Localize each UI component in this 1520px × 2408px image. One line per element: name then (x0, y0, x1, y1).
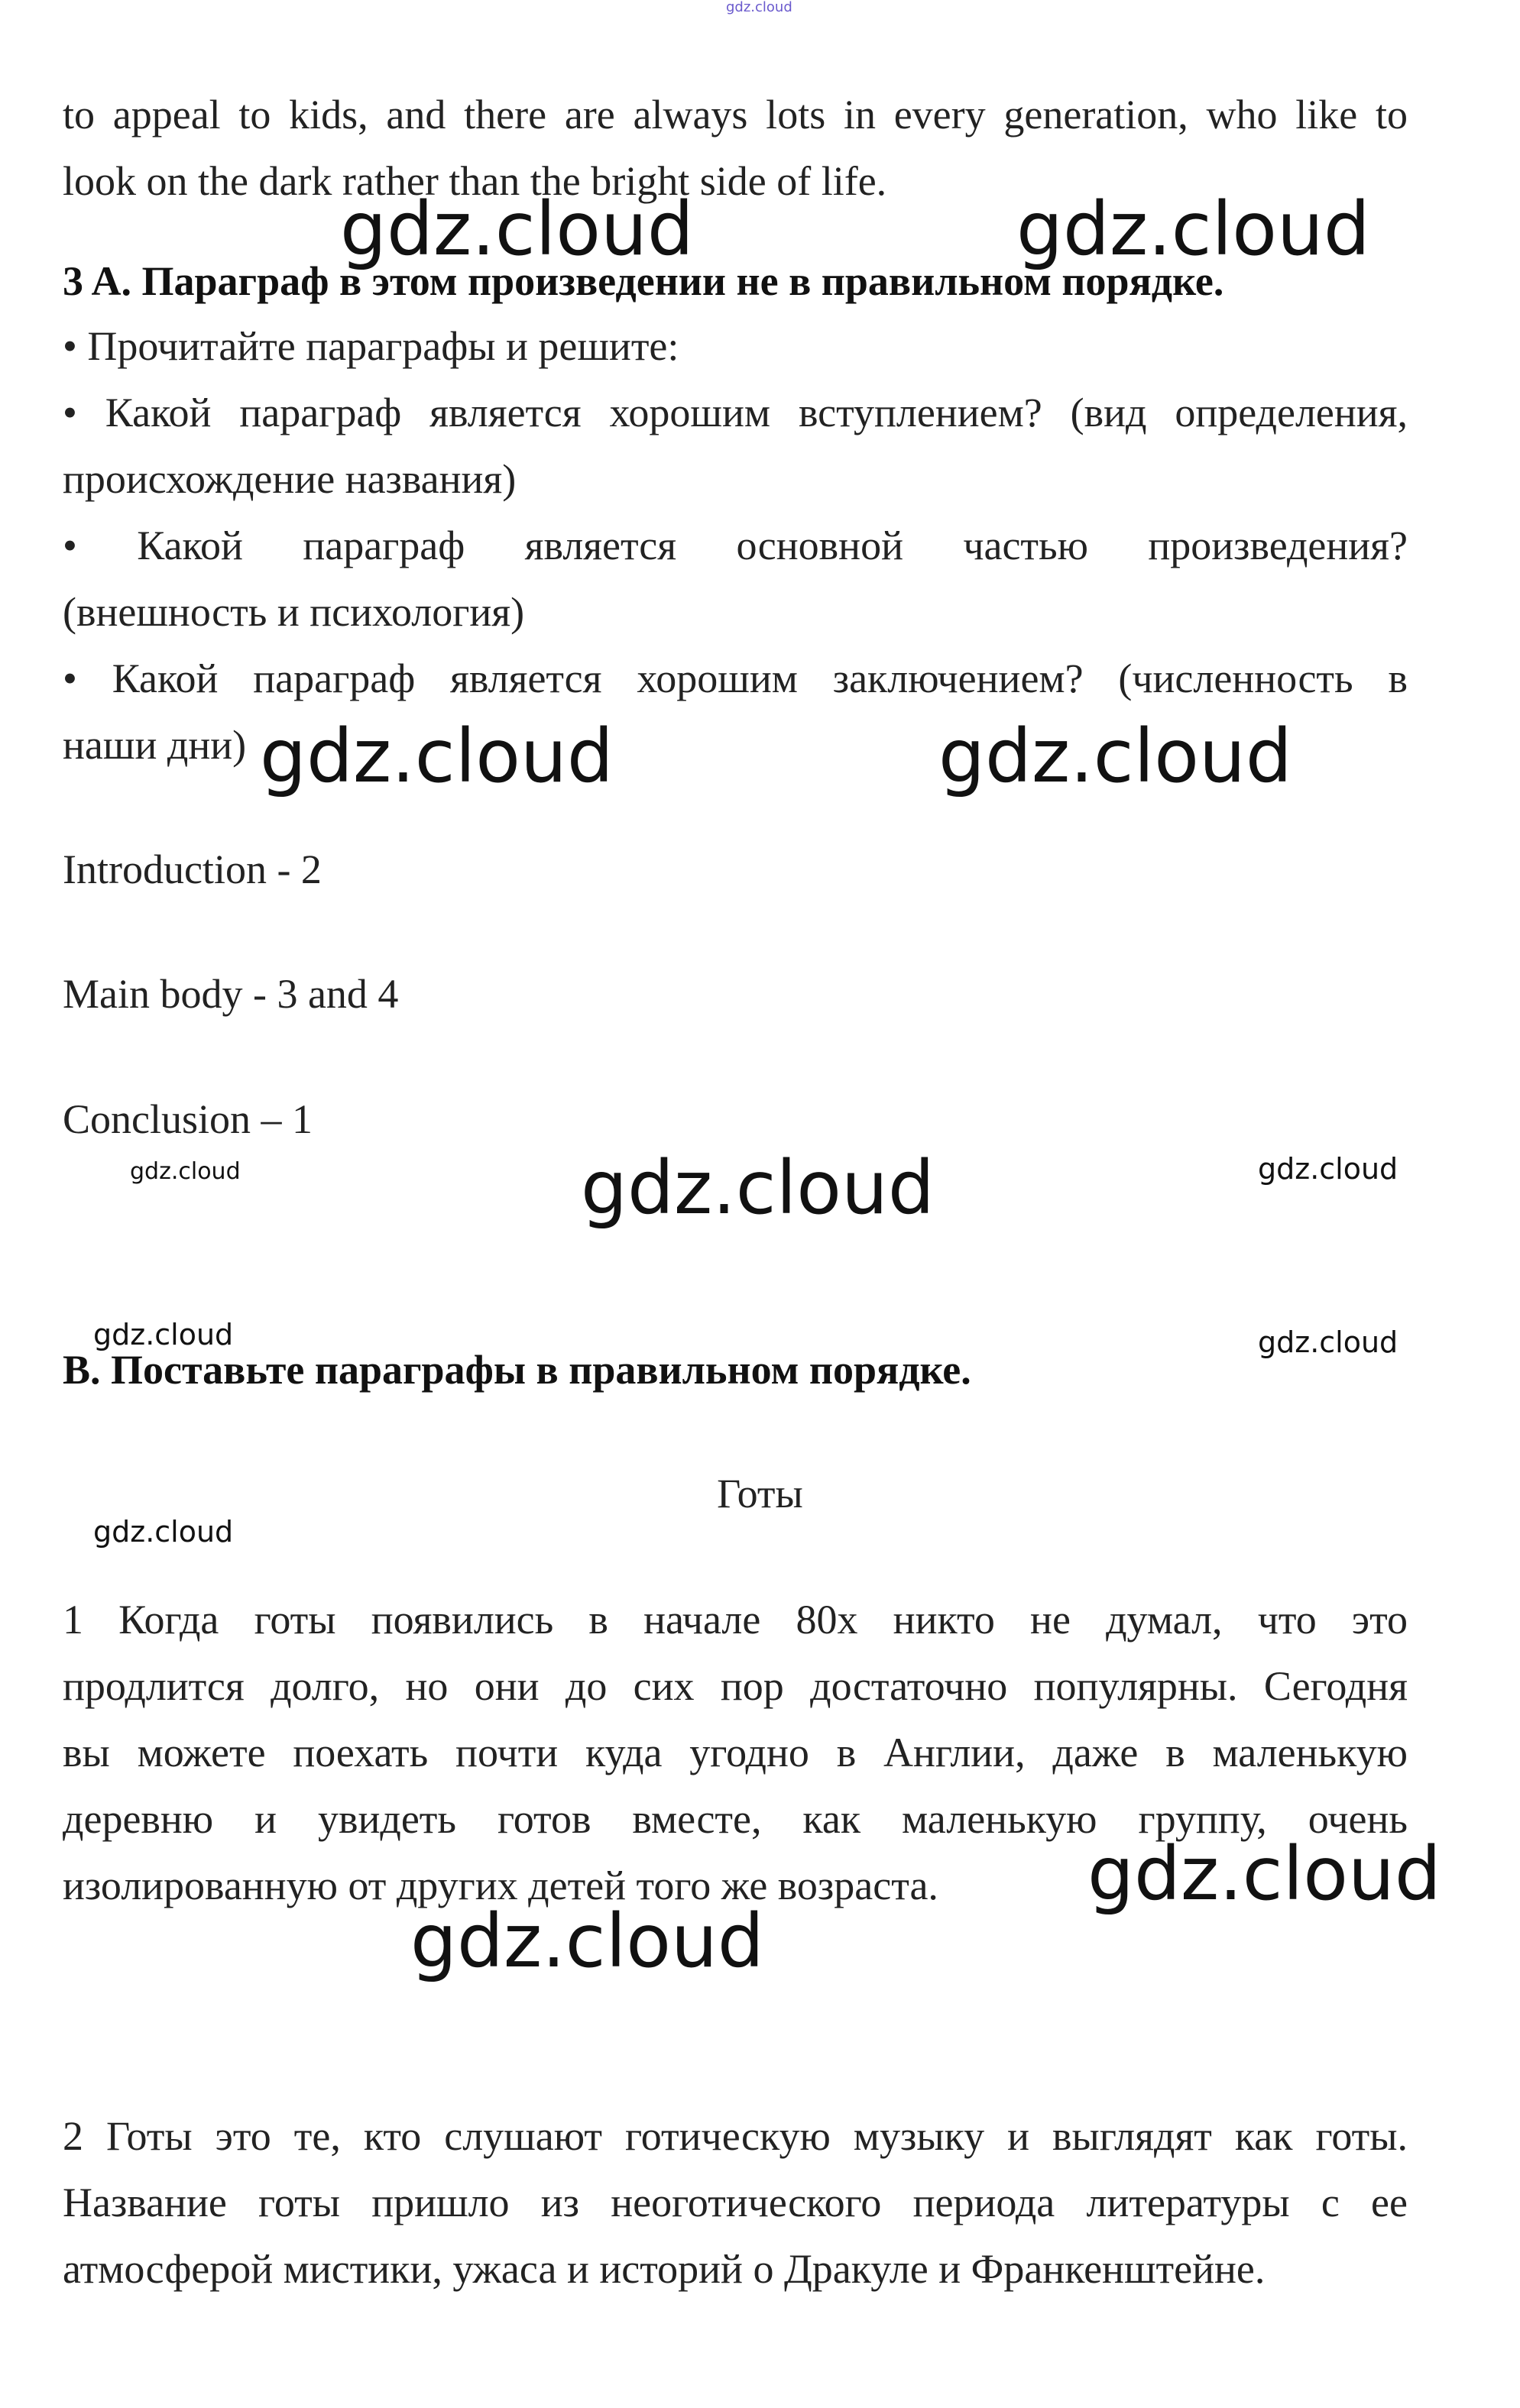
paragraph-1-line-4: деревню и увидеть готов вместе, как маленькую группу, очень (63, 1796, 1408, 1842)
watermark: gdz.cloud (1016, 186, 1370, 272)
task-3a-bullet-1: • Прочитайте параграфы и решите: (63, 323, 679, 369)
paragraph-2-line-1: 2 Готы это те, кто слушают готическую музыку и выглядят как готы. (63, 2113, 1408, 2159)
watermark: gdz.cloud (1258, 1152, 1398, 1186)
watermark: gdz.cloud (93, 1318, 234, 1351)
task-3a-bullet-3-line-2: (внешность и психология) (63, 589, 525, 635)
answer-main-body: Main body - 3 and 4 (63, 971, 399, 1017)
answer-conclusion: Conclusion – 1 (63, 1096, 313, 1142)
paragraph-2-line-2: Название готы пришло из неоготического периода литературы с ее (63, 2180, 1408, 2225)
watermark: gdz.cloud (938, 714, 1292, 799)
watermark: gdz.cloud (410, 1898, 764, 1984)
paragraph-1-line-1: 1 Когда готы появились в начале 80х никто не думал, что это (63, 1597, 1408, 1643)
paragraph-1-line-5: изолированную от других детей того же возраста. (63, 1863, 938, 1908)
watermark: gdz.cloud (1258, 1325, 1398, 1359)
intro-line-2: look on the dark rather than the bright side of life. (63, 158, 887, 204)
task-3a-bullet-2-line-1: • Какой параграф является хорошим вступлением? (вид определения, (63, 390, 1408, 435)
task-3a-bullet-3-line-1: • Какой параграф является основной частью произведения? (63, 523, 1408, 568)
intro-line-1: to appeal to kids, and there are always lots in every generation, who like to (63, 92, 1408, 138)
answer-introduction: Introduction - 2 (63, 846, 322, 892)
task-3a-bullet-4-line-1: • Какой параграф является хорошим заключением? (численность в (63, 655, 1408, 701)
watermark: gdz.cloud (130, 1158, 241, 1185)
task-3a-bullet-4-line-2: наши дни) (63, 722, 247, 768)
task-3a-heading: 3 A. Параграф в этом произведении не в правильном порядке. (63, 258, 1224, 304)
paragraph-1-line-2: продлится долго, но они до сих пор достаточно популярны. Сегодня (63, 1663, 1408, 1709)
watermark: gdz.cloud (340, 186, 694, 272)
text-title: Готы (717, 1471, 803, 1516)
paragraph-1-line-3: вы можете поехать почти куда угодно в Англии, даже в маленькую (63, 1730, 1408, 1775)
watermark-top: gdz.cloud (726, 0, 792, 15)
task-3a-bullet-2-line-2: происхождение названия) (63, 456, 517, 502)
watermark: gdz.cloud (93, 1515, 234, 1549)
paragraph-2-line-3: атмосферой мистики, ужаса и историй о Дракуле и Франкенштейне. (63, 2246, 1266, 2292)
task-b-heading: B. Поставьте параграфы в правильном порядке. (63, 1347, 971, 1393)
watermark: gdz.cloud (581, 1145, 935, 1231)
watermark: gdz.cloud (260, 714, 614, 799)
watermark: gdz.cloud (1087, 1831, 1441, 1917)
